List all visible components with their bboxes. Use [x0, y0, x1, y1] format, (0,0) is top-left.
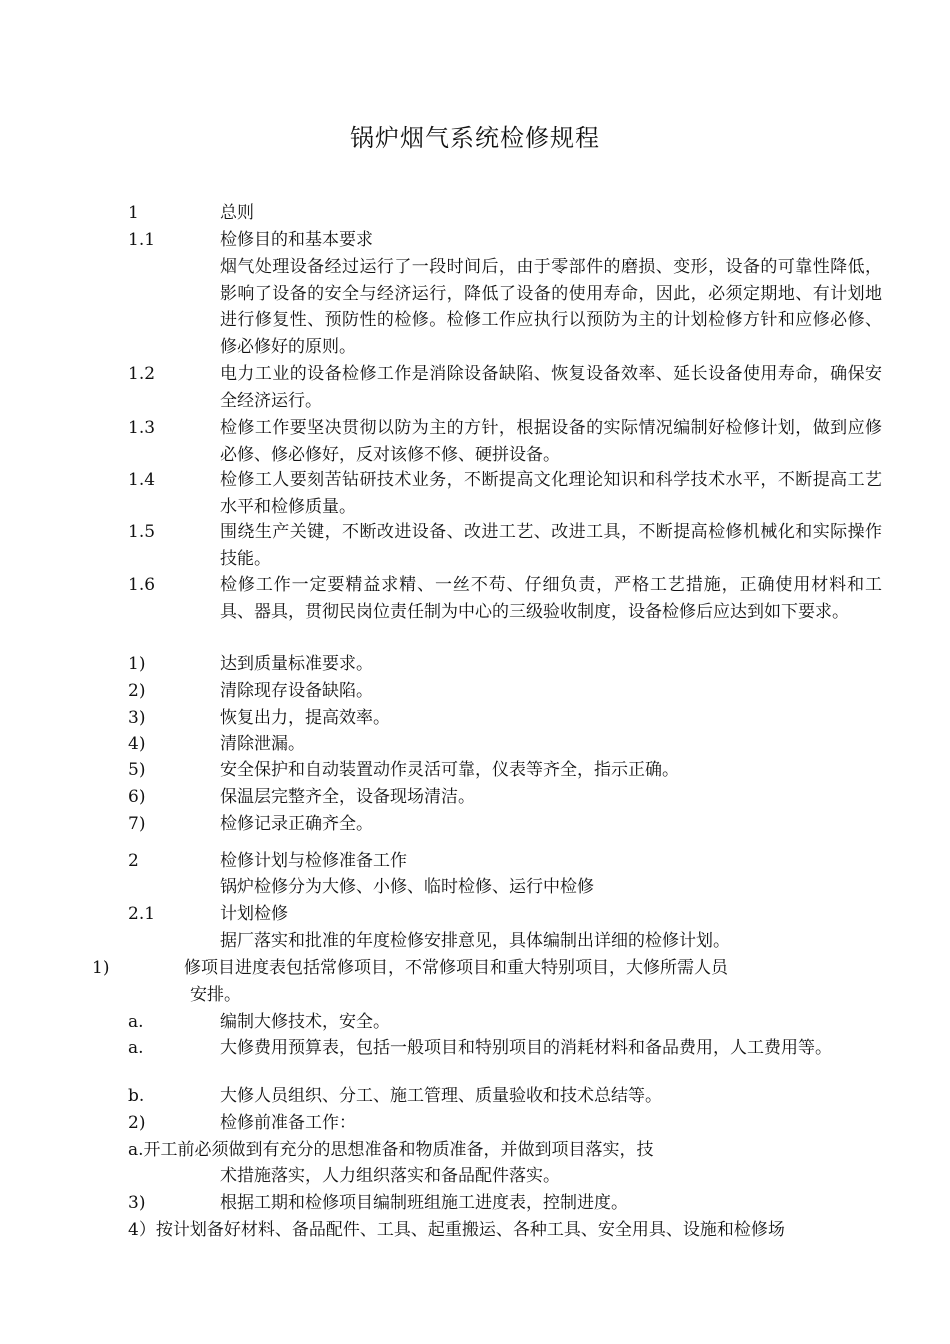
list-item: 安全保护和自动装置动作灵活可靠，仪表等齐全，指示正确。: [220, 760, 679, 780]
list-item: 修项目进度表包括常修项目，不常修项目和重大特别项目，大修所需人员: [184, 958, 728, 978]
paragraph: 锅炉检修分为大修、小修、临时检修、运行中检修: [220, 877, 594, 897]
list-item: 根据工期和检修项目编制班组施工进度表，控制进度。: [220, 1193, 628, 1213]
list-number: 7): [128, 814, 146, 834]
list-number: 1): [92, 958, 110, 978]
paragraph: 检修工人要刻苦钻研技术业务，不断提高文化理论知识和科学技术水平，不断提高工艺水平和检修质量。: [220, 470, 882, 517]
paragraph: 据厂落实和批准的年度检修安排意见，具体编制出详细的检修计划。: [220, 931, 730, 951]
list-number: 2): [128, 681, 146, 701]
list-number: a.: [128, 1012, 144, 1032]
section-heading: 计划检修: [220, 904, 288, 924]
list-number: 2): [128, 1113, 146, 1133]
list-item: 大修人员组织、分工、施工管理、质量验收和技术总结等。: [220, 1086, 662, 1106]
list-item: 保温层完整齐全，设备现场清洁。: [220, 787, 475, 807]
list-item: 编制大修技术，安全。: [220, 1012, 390, 1032]
section-heading: 检修目的和基本要求: [220, 230, 373, 250]
section-number: 2: [128, 851, 139, 871]
section-number: 1.5: [128, 522, 156, 542]
section-number: 1.6: [128, 575, 156, 595]
section-heading: 总则: [220, 203, 254, 223]
list-item: a.开工前必须做到有充分的思想准备和物质准备，并做到项目落实，技: [128, 1140, 654, 1160]
list-item-continuation: 安排。: [190, 985, 241, 1005]
list-number: 3): [128, 1193, 146, 1213]
list-number: 5): [128, 760, 146, 780]
list-number: a.: [128, 1038, 144, 1058]
page-title: 锅炉烟气系统检修规程: [350, 124, 600, 152]
list-item: 清除现存设备缺陷。: [220, 681, 373, 701]
paragraph: 烟气处理设备经过运行了一段时间后，由于零部件的磨损、变形，设备的可靠性降低，影响了设备的安全与经济运行，降低了设备的使用寿命，因此，必须定期地、有计划地进行修复性、预防性的检修。检修工作应执行以预防为主的计划检修方针和应修必修、修必修好的原则。: [220, 257, 882, 357]
list-number: 1): [128, 654, 146, 674]
paragraph: 围绕生产关键，不断改进设备、改进工艺、改进工具，不断提高检修机械化和实际操作技能。: [220, 522, 882, 569]
list-item: 大修费用预算表，包括一般项目和特别项目的消耗材料和备品费用，人工费用等。: [220, 1038, 832, 1058]
list-number: 6): [128, 787, 146, 807]
section-heading: 检修计划与检修准备工作: [220, 851, 407, 871]
paragraph: 检修工作要坚决贯彻以防为主的方针，根据设备的实际情况编制好检修计划，做到应修必修、修必修好，反对该修不修、硬拼设备。: [220, 418, 882, 465]
list-number: b.: [128, 1086, 145, 1106]
section-number: 1.3: [128, 418, 156, 438]
list-item: 清除泄漏。: [220, 734, 305, 754]
list-item-continuation: 术措施落实，人力组织落实和备品配件落实。: [220, 1166, 560, 1186]
section-number: 1.2: [128, 364, 156, 384]
list-item: 检修记录正确齐全。: [220, 814, 373, 834]
paragraph: 电力工业的设备检修工作是消除设备缺陷、恢复设备效率、延长设备使用寿命，确保安全经济运行。: [220, 364, 882, 411]
list-item: 4）按计划备好材料、备品配件、工具、起重搬运、各种工具、安全用具、设施和检修场: [128, 1220, 785, 1240]
section-number: 1: [128, 203, 139, 223]
section-number: 1.4: [128, 470, 156, 490]
section-number: 1.1: [128, 230, 156, 250]
section-number: 2.1: [128, 904, 156, 924]
paragraph: 检修工作一定要精益求精、一丝不苟、仔细负责，严格工艺措施，正确使用材料和工具、器具，贯彻民岗位责任制为中心的三级验收制度，设备检修后应达到如下要求。: [220, 575, 882, 622]
list-item: 检修前准备工作：: [220, 1113, 356, 1133]
list-number: 4): [128, 734, 146, 754]
list-item: 恢复出力，提高效率。: [220, 708, 390, 728]
list-item: 达到质量标准要求。: [220, 654, 373, 674]
list-number: 3): [128, 708, 146, 728]
